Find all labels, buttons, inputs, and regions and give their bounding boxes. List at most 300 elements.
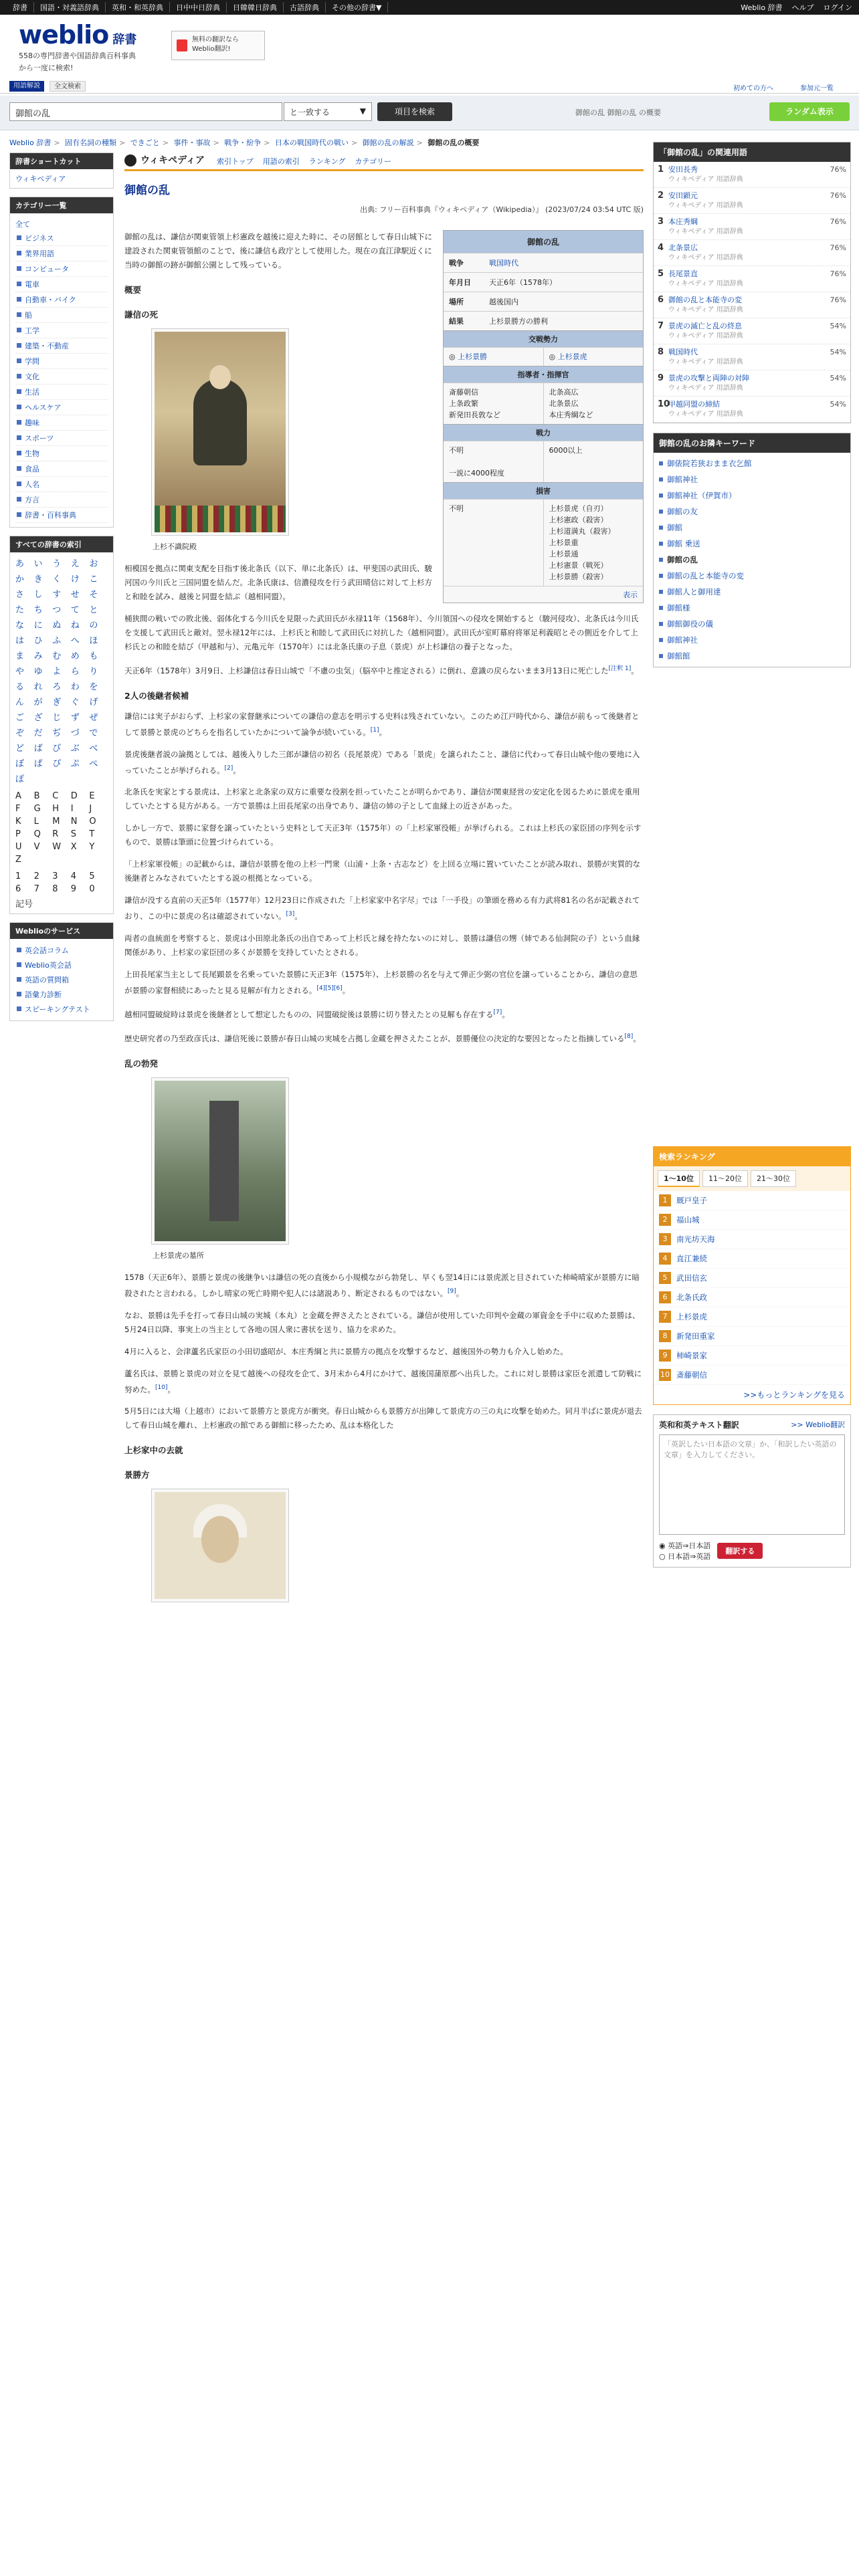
related-title[interactable]: 長尾景直 <box>668 270 698 278</box>
crumb-0[interactable]: Weblio 辞書 <box>9 138 52 147</box>
kana-index-link[interactable]: ち <box>33 605 43 615</box>
crumb-4[interactable]: 戦争・紛争 <box>224 138 262 147</box>
wikipedia-name: ウィキペディア <box>140 155 205 166</box>
ranking-item[interactable] <box>654 1210 850 1230</box>
rank-tab-1[interactable]: 1〜10位 <box>658 1170 700 1187</box>
sources-link[interactable]: 参加元一覧 <box>800 85 834 92</box>
kana-index-link[interactable]: り <box>89 667 98 677</box>
alpha-index-link[interactable]: B <box>33 791 40 801</box>
alpha-index-link[interactable]: W <box>52 842 62 852</box>
footnote-8[interactable]: [8] <box>624 1033 634 1040</box>
category-item[interactable]: 生活 <box>15 385 108 400</box>
ranking-item[interactable] <box>654 1249 850 1269</box>
related-rank: 9 <box>658 373 664 383</box>
related-rank: 1 <box>658 165 664 175</box>
radio-ja-en[interactable]: ○ 日本語⇒英語 <box>659 1552 711 1561</box>
nav-nikkan[interactable]: 日韓韓日辞典 <box>227 2 284 13</box>
kana-index-link[interactable]: の <box>89 621 98 631</box>
ranking-item[interactable] <box>654 1307 850 1327</box>
kana-index-link[interactable]: れ <box>33 682 43 692</box>
related-source: ウィキペディア 用語辞典 <box>668 228 743 235</box>
shortcut-wikipedia[interactable]: ウィキペディア <box>15 175 66 183</box>
paragraph-16: 4月に入ると、会津蘆名氏家臣の小田切盛昭が、本庄秀綱と共に景勝方の拠点を攻撃するなど、越後国外の勢力も介入し始めた。 <box>124 1346 568 1356</box>
kana-index-link[interactable]: ま <box>15 651 25 661</box>
neighbor-keyword[interactable]: 御館人と御用達 <box>654 584 850 600</box>
paragraph-5: 景虎後継者説の論拠としては、越後入りした三郎が謙信の初名（長尾景虎）である「景虎」を譲られたこと、謙信に代わって春日山城や他の要地に入っていたことが挙げられる。[2]。 <box>124 749 640 775</box>
related-title[interactable]: 景虎の滅亡と乱の終息 <box>668 322 742 330</box>
kana-index-link[interactable]: げ <box>89 697 98 708</box>
article-title: 御館の乱 <box>124 184 170 197</box>
alpha-index-link[interactable]: R <box>52 829 59 839</box>
category-item[interactable]: コンピュータ <box>15 261 108 277</box>
related-item[interactable] <box>654 318 850 344</box>
heading-factions: 上杉家中の去就 <box>124 1445 183 1456</box>
category-item[interactable]: 文化 <box>15 369 108 385</box>
ranking-item[interactable] <box>654 1327 850 1346</box>
kana-index-link[interactable]: ぶ <box>70 744 80 754</box>
portrait-image[interactable] <box>151 328 289 536</box>
kana-index-link[interactable]: ぎ <box>52 697 62 708</box>
side-b[interactable]: 上杉景虎 <box>557 352 587 361</box>
kana-index-link[interactable]: た <box>15 605 25 615</box>
kana-index-link[interactable]: よ <box>52 667 62 677</box>
kana-index-link[interactable]: へ <box>70 636 80 646</box>
neighbor-keyword[interactable]: 御俵院若狭おまま衣乞館 <box>654 455 850 471</box>
help-link[interactable]: ヘルプ <box>791 3 814 12</box>
kana-index-link[interactable]: ゆ <box>33 667 43 677</box>
kana-index-link[interactable]: ざ <box>33 713 43 723</box>
ranking-item[interactable] <box>654 1191 850 1210</box>
translate-box <box>653 1414 851 1568</box>
paragraph-13-text: 歴史研究者の乃至政彦氏は、謙信死後に景勝が春日山城の実城を占拠し金蔵を押さえたことが、景勝優位の決定的な要因となったと指摘している <box>124 1033 625 1043</box>
alpha-index-link[interactable]: X <box>70 842 77 852</box>
kana-index-link[interactable]: だ <box>33 728 43 738</box>
infobox-title: 御館の乱 <box>444 231 643 253</box>
kana-index-link[interactable]: ぴ <box>52 759 62 769</box>
radio-en-ja[interactable]: ◉ 英語⇒日本語 <box>659 1541 711 1550</box>
alpha-index-link[interactable]: M <box>52 817 60 827</box>
kana-index-link[interactable]: ひ <box>33 636 43 646</box>
kana-index-link[interactable]: う <box>52 559 62 569</box>
search-hint: 御館の乱 御館の乱 の概要 <box>575 108 661 117</box>
wikipedia-logo-icon <box>124 154 136 167</box>
alpha-index-link[interactable]: I <box>70 804 74 814</box>
digit-index-link[interactable]: 4 <box>70 871 77 881</box>
kana-index-link[interactable]: ぢ <box>52 728 62 738</box>
kana-index-link[interactable]: こ <box>89 574 98 584</box>
related-title[interactable]: 御館の乱と本能寺の変 <box>668 296 742 304</box>
infobox-losses-heading: 損害 <box>444 482 643 499</box>
kana-index-link[interactable]: と <box>89 605 98 615</box>
ranking-term[interactable]: 直江兼続 <box>676 1254 707 1263</box>
alpha-index-link[interactable]: T <box>89 829 95 839</box>
alpha-index-link[interactable]: U <box>15 842 22 852</box>
related-source: ウィキペディア 用語辞典 <box>668 332 743 340</box>
search-bar <box>0 96 859 130</box>
grave-caption: 上杉景虎の墓所 <box>153 1251 204 1260</box>
related-rank: 3 <box>658 217 664 227</box>
ranking-term[interactable]: 北条氏政 <box>676 1293 707 1302</box>
category-item[interactable]: 学問 <box>15 354 108 369</box>
kana-index-link[interactable]: で <box>89 728 98 738</box>
kana-index-link[interactable]: は <box>15 636 25 646</box>
first-time-link[interactable]: 初めての方へ <box>733 85 773 92</box>
chevron-down-icon: ▼ <box>359 106 366 116</box>
related-heading: 「御館の乱」の関連用語 <box>654 142 850 162</box>
infobox-edit-link[interactable]: 表示 <box>623 591 638 599</box>
service-item[interactable]: 英語の質問箱 <box>15 972 108 987</box>
neighbor-keyword[interactable]: 御館神社 <box>654 471 850 488</box>
translate-banner[interactable] <box>171 31 265 60</box>
date-value: 天正6年（1578年） <box>489 278 557 287</box>
digit-index-link[interactable]: 0 <box>89 884 95 894</box>
alpha-index-link[interactable]: Y <box>89 842 95 852</box>
kana-index-link[interactable]: ら <box>70 667 80 677</box>
related-title[interactable]: 戦国時代 <box>668 348 698 356</box>
alpha-index-link[interactable]: H <box>52 804 59 814</box>
side-a[interactable]: 上杉景勝 <box>458 352 488 361</box>
place-key: 場所 <box>449 298 464 306</box>
radio-en-ja-label: 英語⇒日本語 <box>668 1541 711 1550</box>
kana-index-link[interactable]: ね <box>70 621 80 631</box>
related-item[interactable] <box>654 344 850 370</box>
alpha-index-link[interactable]: E <box>89 791 95 801</box>
heading-outbreak: 乱の勃発 <box>124 1058 159 1069</box>
kana-index-link[interactable]: て <box>70 605 80 615</box>
shortcut-box <box>9 152 114 189</box>
heading-overview: 概要 <box>124 285 142 295</box>
keyword-heading: 御館の乱のお隣キーワード <box>654 433 850 453</box>
kana-index-link[interactable]: べ <box>89 744 98 754</box>
paragraph-11: 上田長尾家当主として長尾顕景を名乗っていた景勝に天正3年（1575年）、上杉景勝の名を与えて弾正少弼の官位を譲っていることから、謙信の意思が景勝の家督相続にあったと見る見解が有力とされる。[4][5][6]。 <box>124 970 638 996</box>
related-title[interactable]: 安田長秀 <box>668 165 698 174</box>
weblio-logo[interactable]: weblio <box>19 20 109 49</box>
related-title[interactable]: 本庄秀綱 <box>668 217 698 226</box>
footnote-7[interactable]: [7] <box>493 1009 502 1016</box>
translate-button[interactable]: 翻訳する <box>717 1543 763 1559</box>
category-item[interactable]: スポーツ <box>15 431 108 446</box>
heading-death: 謙信の死 <box>124 310 159 320</box>
related-item[interactable] <box>654 240 850 266</box>
digit-index-link[interactable]: 6 <box>15 884 21 894</box>
category-item[interactable]: 建築・不動産 <box>15 338 108 354</box>
alpha-index-link[interactable]: S <box>70 829 77 839</box>
search-button[interactable]: 項目を検索 <box>377 102 452 121</box>
nav-nicchu[interactable]: 日中中日辞典 <box>170 2 227 13</box>
kana-index-link[interactable]: ぞ <box>15 728 25 738</box>
digit-index-link[interactable]: 1 <box>15 871 21 881</box>
footnote-1[interactable]: [1] <box>370 726 379 734</box>
ranking-item[interactable] <box>654 1366 850 1385</box>
digit-index-link[interactable]: 記号 <box>15 899 33 909</box>
neighbor-keyword[interactable]: 御館様 <box>654 600 850 616</box>
related-item[interactable] <box>654 397 850 423</box>
result-value: 上杉景勝方の勝利 <box>489 317 548 326</box>
neighbor-keyword[interactable]: 御館の友 <box>654 504 850 520</box>
category-item[interactable]: ビジネス <box>15 231 108 246</box>
wiki-index-top[interactable]: 索引トップ <box>217 157 254 166</box>
portrait2-image[interactable] <box>151 1489 289 1602</box>
category-item[interactable]: ヘルスケア <box>15 400 108 415</box>
alpha-index-link[interactable]: O <box>89 817 96 827</box>
service-item[interactable]: 英会話コラム <box>15 943 108 958</box>
kana-index-link[interactable]: さ <box>15 590 25 600</box>
nav-dictionary[interactable]: 辞書 <box>7 2 34 13</box>
kana-index-link[interactable]: ん <box>15 697 25 708</box>
category-item[interactable]: 船 <box>15 308 108 323</box>
index-box <box>9 536 114 914</box>
crumb-2[interactable]: できごと <box>130 138 160 147</box>
service-item[interactable]: 語彙力診断 <box>15 987 108 1002</box>
kana-index-link[interactable]: つ <box>52 605 62 615</box>
related-item[interactable] <box>654 292 850 318</box>
neighbor-keyword[interactable]: 御館の乱と本能寺の変 <box>654 568 850 584</box>
paragraph-8: 「上杉家軍役帳」の記載からは、謙信が景勝を他の上杉一門衆（山浦・上条・古志など）を上回る立場に置いていたことが読み取れ、景勝が実質的な後継者とみなされていたとする説の根拠となっている。 <box>124 859 641 883</box>
kana-index-link[interactable]: る <box>15 682 25 692</box>
kana-index-link[interactable]: ぽ <box>15 774 25 784</box>
digit-index-link[interactable]: 9 <box>70 884 77 894</box>
war-value[interactable]: 戦国時代 <box>489 259 518 267</box>
mode-fulltext[interactable]: 全文検索 <box>50 81 86 92</box>
paragraph-7: しかし一方で、景勝に家督を譲っていたという史料として天正3年（1575年）の「上杉家軍役帳」が挙げられる。これは上杉氏の家臣団の序列を示すもので、景勝は筆頭に位置づけられている。 <box>124 823 642 847</box>
neighbor-keyword[interactable]: 御館の乱 <box>654 552 850 568</box>
login-link[interactable]: ログイン <box>823 3 852 12</box>
alpha-index-link[interactable]: Q <box>33 829 41 839</box>
footnote-4-6[interactable]: [4][5][6] <box>316 985 343 992</box>
kana-index-link[interactable]: み <box>33 651 43 661</box>
category-item[interactable]: 生物 <box>15 446 108 461</box>
kana-index-link[interactable]: ぺ <box>89 759 98 769</box>
kana-index-link[interactable]: な <box>15 621 25 631</box>
related-item[interactable] <box>654 266 850 292</box>
category-item[interactable]: 業界用語 <box>15 246 108 261</box>
related-source: ウィキペディア 用語辞典 <box>668 202 743 209</box>
ranking-item[interactable] <box>654 1230 850 1249</box>
related-item[interactable] <box>654 214 850 240</box>
ranking-term[interactable]: 斎藤朝信 <box>676 1370 707 1380</box>
kana-index-link[interactable]: じ <box>52 713 62 723</box>
category-item[interactable]: 趣味 <box>15 415 108 431</box>
alpha-index-link[interactable]: C <box>52 791 59 801</box>
nav-eiwa[interactable]: 英和・和英辞典 <box>106 2 170 13</box>
related-title[interactable]: 甲越同盟の締結 <box>668 400 720 409</box>
ranking-term[interactable]: 上杉景虎 <box>676 1312 707 1321</box>
kana-index-link[interactable]: え <box>70 559 80 569</box>
random-button[interactable]: ランダム表示 <box>769 102 850 121</box>
kana-index-link[interactable]: せ <box>70 590 80 600</box>
ranking-term[interactable]: 福山城 <box>676 1215 700 1224</box>
kana-index-link[interactable]: む <box>52 651 62 661</box>
related-title[interactable]: 安田顕元 <box>668 191 698 200</box>
footnote-3[interactable]: [3] <box>286 911 295 918</box>
paragraph-9: 謙信が没する直前の天正5年（1577年）12月23日に作成された「上杉家家中名字尽」では「一手役」の筆頭を務める有力武将81名の名が記載されており、この中に景虎の名は確認されていない。[3]。 <box>124 895 640 922</box>
neighbor-keyword[interactable]: 御館神社（伊賀市） <box>654 488 850 504</box>
match-select[interactable] <box>284 102 372 121</box>
kana-index-link[interactable]: び <box>52 744 62 754</box>
footnote-note-1[interactable]: [注釈 1] <box>608 665 632 672</box>
paragraph-3: 天正6年（1578年）3月9日、上杉謙信は春日山城で「不慮の虫気」（脳卒中と推定される）に倒れ、意識の戻らないまま3月13日に死亡した[注釈 1]。 <box>124 665 639 675</box>
crumb-7: 御館の乱の概要 <box>427 138 480 147</box>
crumb-1[interactable]: 固有名詞の種類 <box>65 138 117 147</box>
alpha-index-link[interactable]: G <box>33 804 41 814</box>
alpha-index-link[interactable]: A <box>15 791 21 801</box>
kana-index-link[interactable]: を <box>89 682 98 692</box>
ranking-term[interactable]: 武田信玄 <box>676 1273 707 1283</box>
category-item[interactable]: 人名 <box>15 477 108 492</box>
kana-index-link[interactable]: し <box>33 590 43 600</box>
kana-index-link[interactable]: ぐ <box>70 697 80 708</box>
neighbor-keyword[interactable]: 御館 <box>654 520 850 536</box>
related-text <box>668 269 822 289</box>
kana-index-link[interactable]: ぱ <box>33 759 43 769</box>
kana-index-link[interactable]: ず <box>70 713 80 723</box>
kana-index-link[interactable]: け <box>70 574 80 584</box>
kana-index-link[interactable]: ぼ <box>15 759 25 769</box>
neighbor-keyword[interactable]: 御館御役の儀 <box>654 616 850 632</box>
alpha-index-link[interactable]: L <box>33 817 39 827</box>
search-input[interactable]: 御館の乱 <box>9 102 282 121</box>
related-percent: 76% <box>830 296 846 304</box>
related-item[interactable] <box>654 162 850 188</box>
alpha-index-link[interactable]: J <box>89 804 92 814</box>
paragraph-9-text: 謙信が没する直前の天正5年（1577年）12月23日に作成された「上杉家家中名字尽」では「一手役」の筆頭を務める有力武将81名の名が記載されており、この中に景虎の名は確認されていない。 <box>124 895 640 922</box>
category-item[interactable]: 自動車・バイク <box>15 292 108 308</box>
weblio-home-link[interactable]: Weblio 辞書 <box>741 3 783 12</box>
kana-index-link[interactable]: ぜ <box>89 713 98 723</box>
crumb-6[interactable]: 御館の乱の解説 <box>362 138 414 147</box>
kana-index-link[interactable]: ろ <box>52 682 62 692</box>
kana-index-link[interactable]: ぷ <box>70 759 80 769</box>
wiki-term-index[interactable]: 用語の索引 <box>262 157 300 166</box>
kana-index-link[interactable]: わ <box>70 682 80 692</box>
alpha-index-link[interactable]: N <box>70 817 78 827</box>
nav-kogo[interactable]: 古語辞典 <box>284 2 326 13</box>
alpha-index-link[interactable]: P <box>15 829 21 839</box>
infobox-strength-heading: 戦力 <box>444 424 643 441</box>
ranking-item[interactable] <box>654 1346 850 1366</box>
category-item[interactable]: 方言 <box>15 492 108 508</box>
paragraph-6: 北条氏を実家とする景虎は、上杉家と北条家の双方に重要な役割を担っていたことが明らかであり、謙信が関東経営の安定化を図るために景虎を重用していたとする見方がある。一方で景勝は上田長尾家の出身であり、謙信の姉の子として血縁上の近さがあった。 <box>124 787 640 811</box>
mode-term[interactable]: 用語解説 <box>9 81 44 92</box>
rank-tab-3[interactable]: 21〜30位 <box>751 1170 796 1187</box>
neighbor-keyword[interactable]: 御館館 <box>654 648 850 664</box>
wiki-category[interactable]: カテゴリー <box>355 157 391 166</box>
banner-line-1: 無料の翻訳なら <box>192 36 239 43</box>
grave-image[interactable] <box>151 1077 289 1245</box>
kana-index-link[interactable]: そ <box>89 590 98 600</box>
related-item[interactable] <box>654 370 850 397</box>
digit-index-link[interactable]: 2 <box>33 871 39 881</box>
kana-index-link[interactable]: ば <box>33 744 43 754</box>
strength-a: 不明 一説に4000程度 <box>449 446 504 477</box>
related-item[interactable] <box>654 188 850 214</box>
wiki-ranking[interactable]: ランキング <box>308 157 346 166</box>
service-item[interactable]: スピーキングテスト <box>15 1002 108 1016</box>
kana-index-link[interactable]: ほ <box>89 636 98 646</box>
kana-index-link[interactable]: く <box>52 574 62 584</box>
ranking-item[interactable] <box>654 1269 850 1288</box>
kana-index-link[interactable]: ふ <box>52 636 62 646</box>
kana-index-link[interactable]: ど <box>15 744 25 754</box>
footnote-2[interactable]: [2] <box>224 764 233 772</box>
rank-tab-2[interactable]: 11〜20位 <box>702 1170 748 1187</box>
kana-index-link[interactable]: や <box>15 667 25 677</box>
related-rank: 4 <box>658 243 664 253</box>
kana-index-link[interactable]: あ <box>15 559 25 569</box>
nav-other[interactable]: その他の辞書▼ <box>326 2 388 13</box>
mon-icon: ◎ <box>449 352 456 361</box>
related-text <box>668 243 822 263</box>
service-item[interactable]: Weblio英会話 <box>15 958 108 972</box>
kana-index-link[interactable]: す <box>52 590 62 600</box>
alpha-index-link[interactable]: F <box>15 804 21 814</box>
ranking-term[interactable]: 南光坊天海 <box>676 1235 715 1244</box>
portrait-caption: 上杉不識院殿 <box>153 542 197 551</box>
kana-index-link[interactable]: ご <box>15 713 25 723</box>
category-item[interactable]: 電車 <box>15 277 108 292</box>
neighbor-keyword[interactable]: 御館神社 <box>654 632 850 648</box>
kana-index-link[interactable]: き <box>33 574 43 584</box>
nav-kokugo[interactable]: 国語・対義語辞典 <box>34 2 106 13</box>
crumb-3[interactable]: 事件・事故 <box>173 138 211 147</box>
crumb-5[interactable]: 日本の戦国時代の戦い <box>274 138 349 147</box>
related-title[interactable]: 景虎の攻撃と両陣の対陣 <box>668 374 749 383</box>
category-item[interactable]: 辞書・百科事典 <box>15 508 108 523</box>
translate-controls <box>654 1535 850 1567</box>
related-text <box>668 321 822 341</box>
kana-index-link[interactable]: か <box>15 574 25 584</box>
category-item[interactable]: 食品 <box>15 461 108 477</box>
kana-index-link[interactable]: ぬ <box>52 621 62 631</box>
category-all[interactable]: 全て <box>15 220 30 229</box>
paragraph-4: 謙信には実子がおらず、上杉家の家督継承についての謙信の意志を明示する史料は残されていない。このため江戸時代から、謙信が前もって後継者として景勝と景虎のどちらを指名していたかについて論争が続いている。[1]。 <box>124 711 640 737</box>
digit-index-link[interactable]: 5 <box>89 871 95 881</box>
digit-index-link[interactable]: 3 <box>52 871 58 881</box>
neighbor-keyword[interactable]: 御館 乗送 <box>654 536 850 552</box>
ranking-term[interactable]: 柿崎景家 <box>676 1351 707 1360</box>
digit-index-link[interactable]: 8 <box>52 884 58 894</box>
kana-index-link[interactable]: お <box>89 559 98 569</box>
shortcut-heading: 辞書ショートカット <box>10 153 113 169</box>
alpha-index-link[interactable]: Z <box>15 855 21 865</box>
kana-index-link[interactable]: に <box>33 621 43 631</box>
category-item[interactable]: 工学 <box>15 323 108 338</box>
ranking-term[interactable]: 新発田重家 <box>676 1331 715 1341</box>
related-title[interactable]: 北条景広 <box>668 243 698 252</box>
translate-textarea[interactable]: 「英訳したい日本語の文章」か、「和訳したい英語の文章」を入力してください。 <box>659 1434 845 1535</box>
kana-index-link[interactable]: が <box>33 697 43 708</box>
losses-b: 上杉景虎（自刃） 上杉憲政（殺害） 上杉道満丸（殺害） 上杉景重 上杉景通 上杉憲景（戦死） 上杉景勝（殺害） <box>543 500 644 586</box>
digit-index-link[interactable]: 7 <box>33 884 39 894</box>
footnote-10[interactable]: [10] <box>155 1384 168 1391</box>
kana-index-link[interactable]: も <box>89 651 98 661</box>
service-heading: Weblioのサービス <box>10 923 113 939</box>
weblio-translate-link[interactable]: >> Weblio翻訳 <box>791 1420 845 1429</box>
alpha-index-link[interactable]: K <box>15 817 21 827</box>
kana-index-link[interactable]: い <box>33 559 43 569</box>
alpha-index-link[interactable]: V <box>33 842 40 852</box>
heading-kagekatsu-side: 景勝方 <box>124 1470 150 1481</box>
ranking-more-link[interactable]: >>もっとランキングを見る <box>743 1390 845 1400</box>
ranking-item[interactable] <box>654 1288 850 1307</box>
alpha-index-link[interactable]: D <box>70 791 78 801</box>
footnote-9[interactable]: [9] <box>448 1287 456 1295</box>
ranking-term[interactable]: 厩戸皇子 <box>676 1196 707 1205</box>
kana-index-link[interactable]: め <box>70 651 80 661</box>
kana-index-link[interactable]: づ <box>70 728 80 738</box>
translate-icon <box>177 39 187 51</box>
war-key: 戦争 <box>449 259 464 267</box>
